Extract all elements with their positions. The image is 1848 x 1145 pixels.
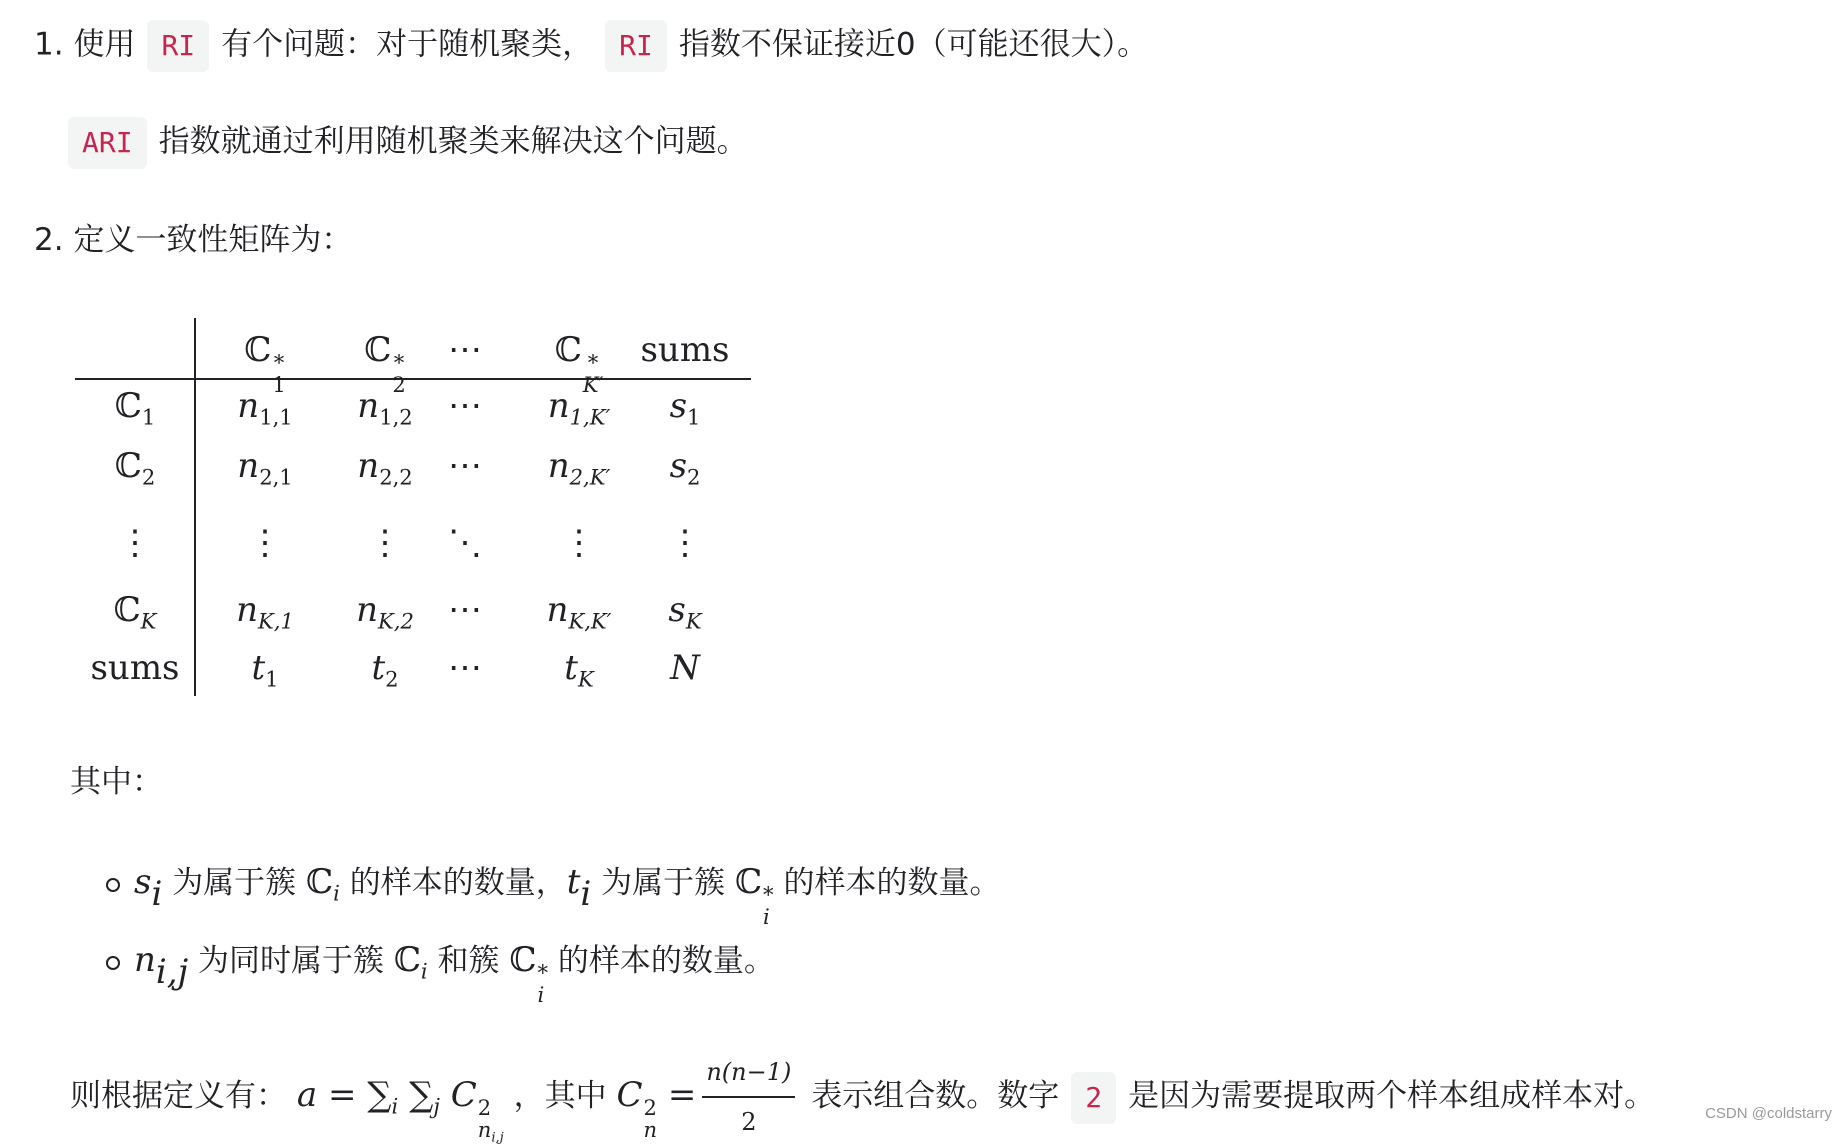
item-1-text-2: 有个问题：对于随机聚类， (221, 26, 594, 63)
matrix-cell: $n_{K,K'}$ (546, 590, 612, 634)
matrix-cell: N (670, 648, 700, 688)
matrix-cell: $n_{1,1}$ (237, 386, 293, 430)
matrix-header-c1: ℂ * 1 (244, 330, 286, 397)
matrix-cell: $t_K$ (564, 648, 594, 692)
inline-code-ri-2: RI (605, 20, 667, 72)
matrix-row-label: sums (90, 648, 180, 688)
formula-line: 则根据定义有： $a = \sum_i$ $\sum_j$ C 2 $n_{i,j}$ ，其中 C 2 n = $\frac{n(n-1)}{2}$ 表示组合数。数字 2 是因为需要提取两个样本组成样本对。 (70, 1050, 1655, 1144)
matrix-vdots: ⋮ (248, 523, 282, 563)
matrix-cell: $n_{2,K'}$ (547, 446, 611, 490)
matrix-row-label: ℂ$_2$ (114, 446, 156, 490)
matrix-header-ck: ℂ * K′ (554, 330, 604, 397)
formula-a: $a = \sum_i$ $\sum_j$ C 2 $n_{i,j}$ (296, 1075, 504, 1145)
matrix-row-label: ℂ$_1$ (114, 386, 156, 430)
matrix-row-label: ℂ$_K$ (113, 590, 157, 634)
inline-code-2: 2 (1071, 1072, 1116, 1124)
inline-code-ri-1: RI (147, 20, 209, 72)
bullet-item-2: $n_{i,j}$ 为同时属于簇 ℂ$_i$ 和簇 ℂ * i 的样本的数量。 (106, 938, 775, 1005)
item-2-heading (34, 218, 352, 262)
matrix-cell: $n_{K,2}$ (356, 590, 414, 634)
matrix-cell: $n_{K,1}$ (236, 590, 294, 634)
matrix-cell: $n_{1,2}$ (357, 386, 413, 430)
inline-code-ari: ARI (68, 117, 147, 169)
matrix-cell: $n_{2,2}$ (357, 446, 413, 490)
item-1-text-1: 使用 (73, 26, 136, 63)
formula-combination: C 2 n = $\frac{n(n-1)}{2}$ (616, 1075, 801, 1115)
item-1-text-4: 指数就通过利用随机聚类来解决这个问题。 (158, 123, 748, 160)
csdn-watermark: CSDN @coldstarry (1705, 1105, 1832, 1122)
matrix-cell: ⋯ (448, 590, 482, 630)
matrix-cell: $n_{2,1}$ (237, 446, 293, 490)
matrix-vdots: ⋮ (562, 523, 596, 563)
matrix-vertical-rule (194, 318, 196, 696)
where-heading: 其中： (70, 764, 163, 800)
matrix-header-c2: ℂ * 2 (364, 330, 406, 397)
item-1-line-1 (34, 20, 1148, 72)
consistency-matrix (75, 318, 751, 698)
matrix-ddots: ⋱ (448, 523, 482, 563)
matrix-cell: $s_1$ (669, 386, 701, 430)
matrix-cell: ⋯ (448, 386, 482, 426)
matrix-vdots: ⋮ (368, 523, 402, 563)
item-1-line-2 (68, 117, 748, 169)
matrix-vdots: ⋮ (668, 523, 702, 563)
bullet-circle-icon (106, 956, 120, 970)
matrix-cell: $s_K$ (668, 590, 702, 634)
matrix-header-sums: sums (640, 330, 730, 370)
matrix-cell: ⋯ (448, 648, 482, 688)
matrix-cell: $s_2$ (669, 446, 701, 490)
matrix-cell: $t_1$ (251, 648, 279, 692)
matrix-header-cdots: ⋯ (448, 330, 482, 370)
matrix-vdots: ⋮ (118, 523, 152, 563)
matrix-cell: ⋯ (448, 446, 482, 486)
item-2-number: 2. (34, 222, 64, 258)
matrix-cell: $n_{1,K'}$ (547, 386, 611, 430)
bullet-circle-icon (106, 878, 120, 892)
item-2-title: 定义一致性矩阵为： (73, 222, 353, 258)
bullet-item-1: $s_i$ 为属于簇 ℂ$_i$ 的样本的数量，$t_i$ 为属于簇 ℂ * i 的样本的数量。 (106, 860, 1000, 927)
item-1-text-3: 指数不保证接近0（可能还很大）。 (678, 26, 1149, 63)
matrix-cell: $t_2$ (371, 648, 399, 692)
item-1-number: 1. (34, 26, 64, 63)
